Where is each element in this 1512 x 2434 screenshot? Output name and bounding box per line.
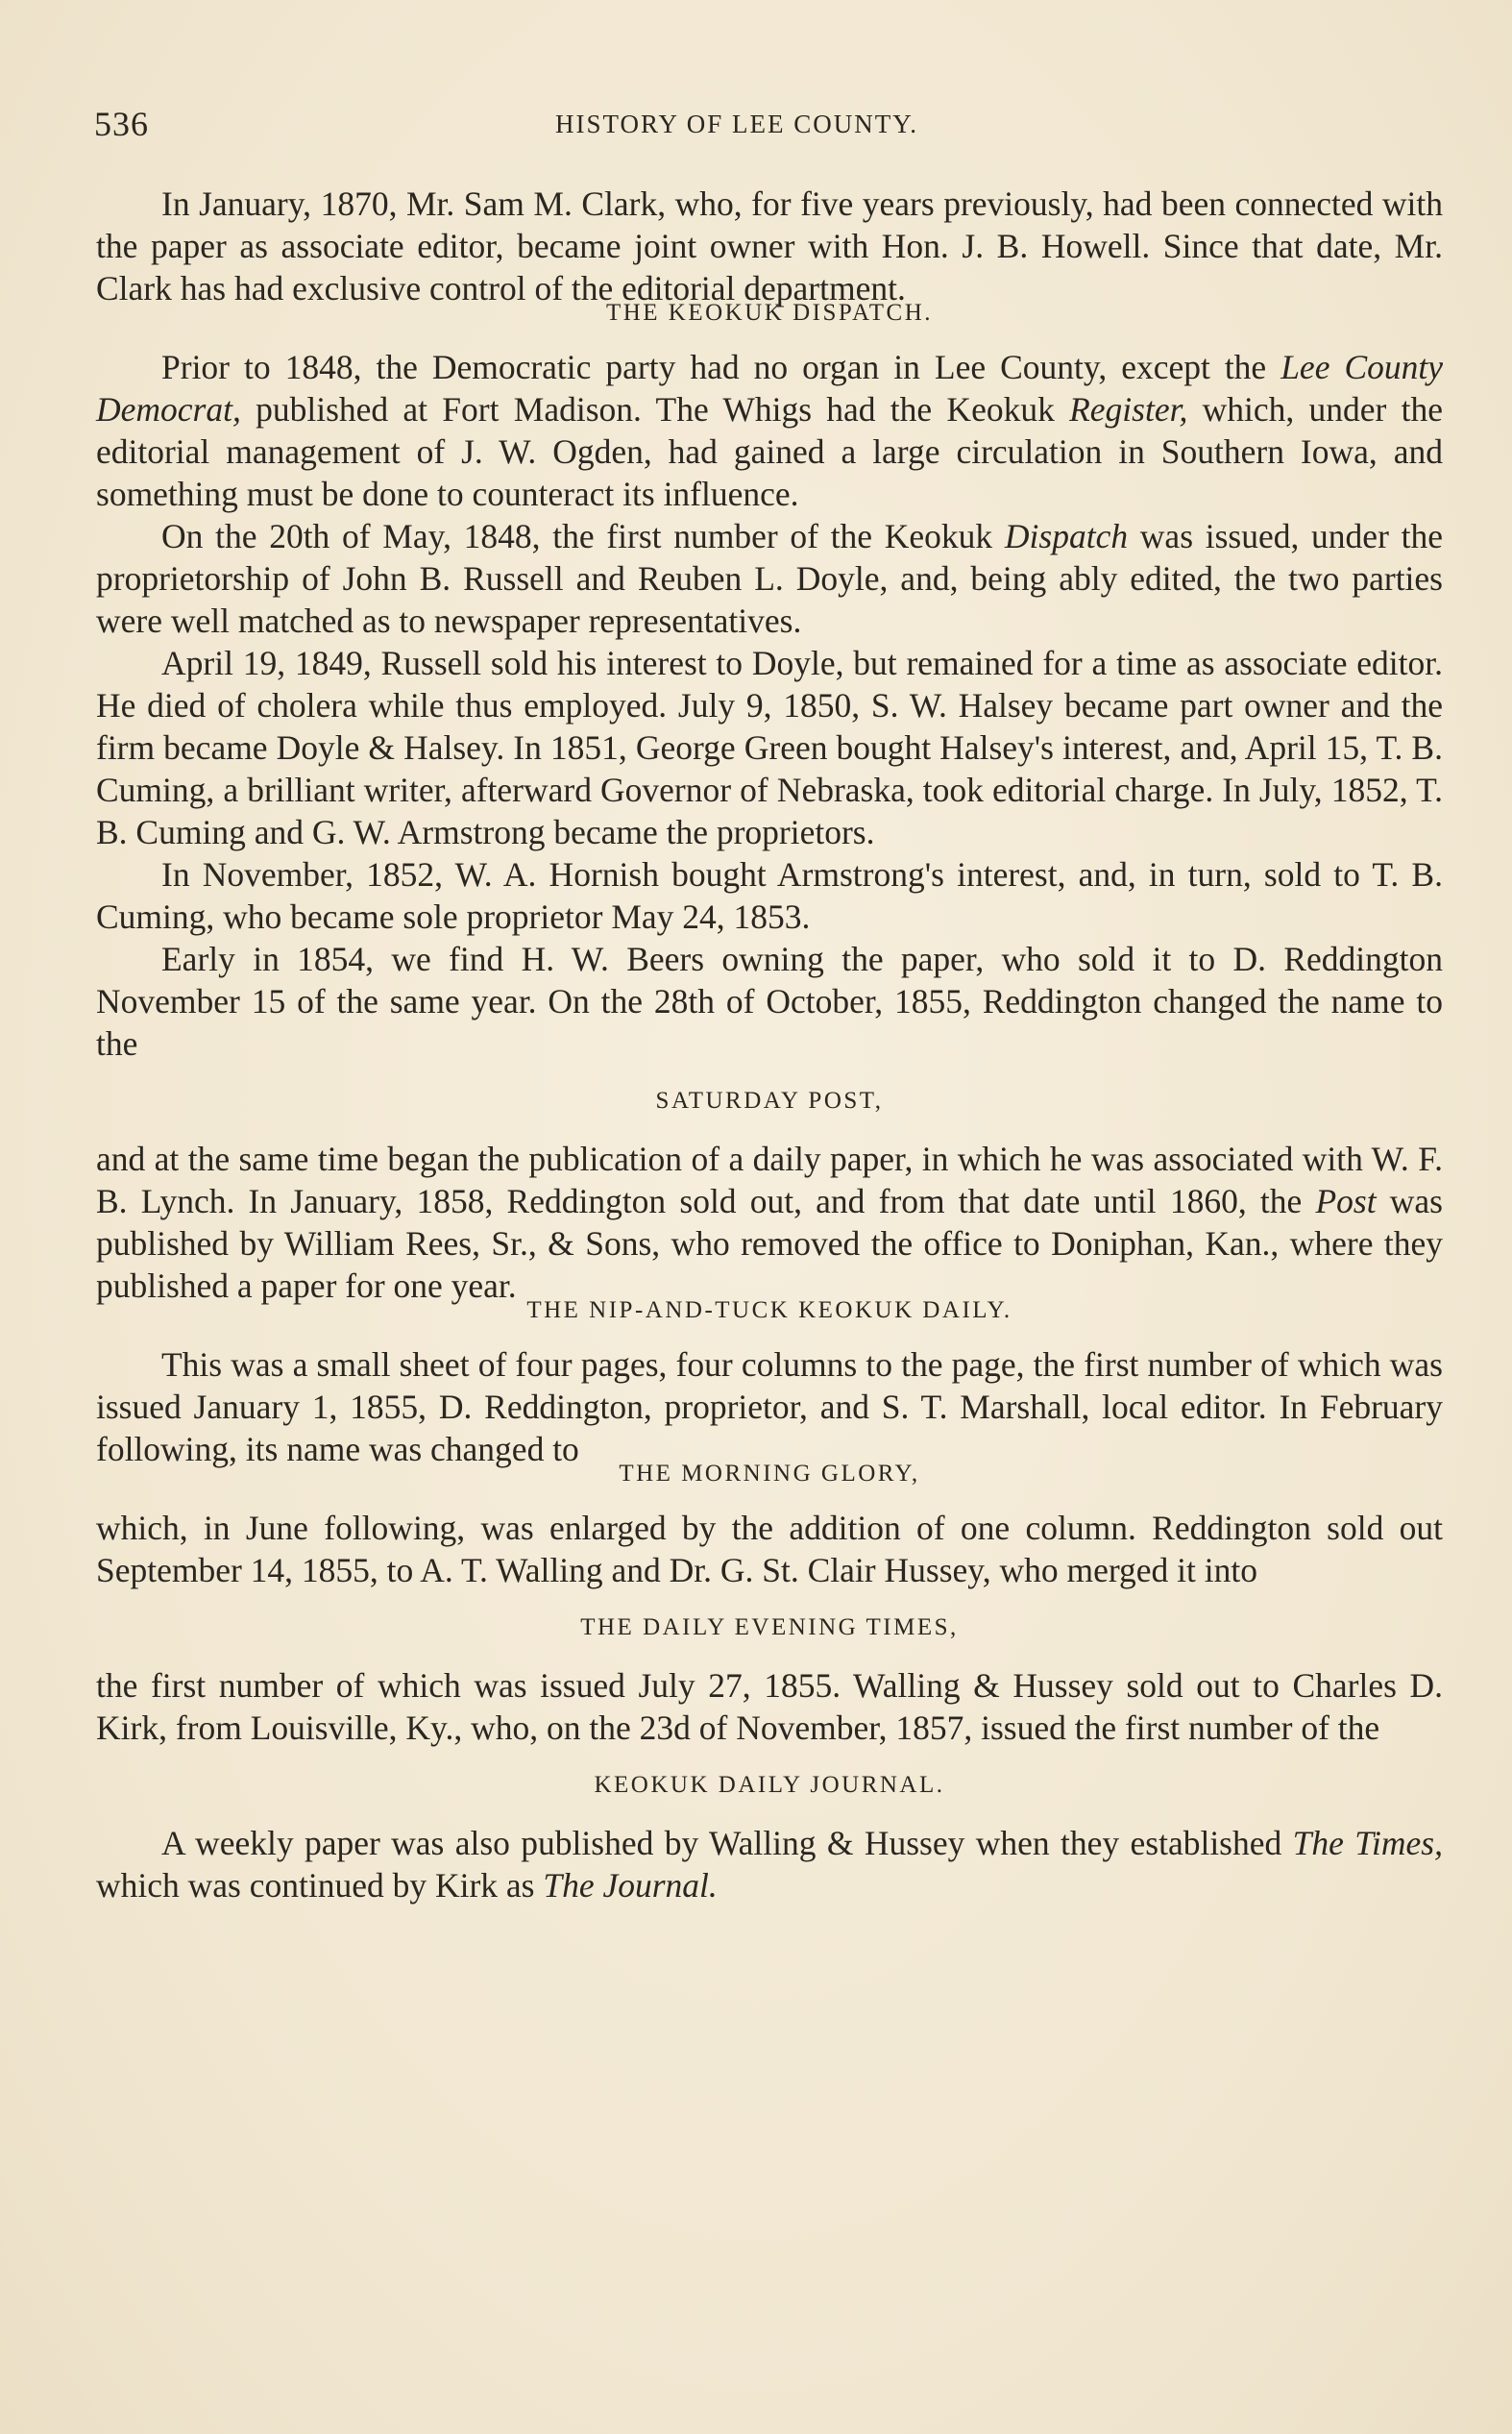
newspaper-title: The Times,	[1292, 1824, 1443, 1862]
paragraph: April 19, 1849, Russell sold his interest to Doyle, but remained for a time as associate editor. He died of cholera while thus employed. July 9, 1850, S. W. Halsey became part owner and the firm became Doyle & Halsey. In 1851, George Green bought Halsey's interest, and, April 15, T. B. Cuming, a brilliant writer, afterward Governor of Nebraska, took editorial charge. In July, 1852, T. B. Cuming and G. W. Armstrong became the proprietors.	[96, 644, 1443, 851]
newspaper-title: Post	[1315, 1182, 1377, 1220]
paragraph: In January, 1870, Mr. Sam M. Clark, who, for five years previously, had been connected with the paper as associate editor, became joint owner with Hon. J. B. Howell. Since that date, Mr. Clark has had exclusive control of the editorial department.	[96, 184, 1443, 307]
section-heading: SATURDAY POST,	[655, 1088, 884, 1114]
page-number: 536	[94, 105, 149, 143]
section-heading: THE NIP-AND-TUCK KEOKUK DAILY.	[526, 1297, 1012, 1323]
newspaper-title: The Journal.	[543, 1866, 718, 1905]
body-text	[96, 183, 1443, 1906]
paragraph: This was a small sheet of four pages, four columns to the page, the first number of which was issued January 1, 1855, D. Reddington, proprietor, and S. T. Marshall, local editor. In February following, its name was changed to	[96, 1345, 1443, 1468]
newspaper-title: Register,	[1069, 390, 1188, 429]
paragraph: and at the same time began the publication of a daily paper, in which he was associated with W. F. B. Lynch. In January, 1858, Reddington sold out, and from that date until 1860, the Post was published by William Rees, Sr., & Sons, who removed the office to Doniphan, Kan., where they published a paper for one year.	[96, 1140, 1443, 1305]
section-heading: KEOKUK DAILY JOURNAL.	[594, 1772, 945, 1798]
section-heading: THE DAILY EVENING TIMES,	[580, 1614, 959, 1640]
paragraph: Prior to 1848, the Democratic party had no organ in Lee County, except the Lee County Democrat, published at Fort Madison. The Whigs had the Keokuk Register, which, under the editorial management of J. W. Ogden, had gained a large circulation in Southern Iowa, and something must be done to counteract its influence.	[96, 348, 1443, 513]
page-header	[94, 104, 1439, 152]
paragraph: In November, 1852, W. A. Hornish bought Armstrong's interest, and, in turn, sold to T. B. Cuming, who became sole proprietor May 24, 1853.	[96, 855, 1443, 936]
paragraph: the first number of which was issued July 27, 1855. Walling & Hussey sold out to Charles D. Kirk, from Louisville, Ky., who, on the 23d of November, 1857, issued the first number of the	[96, 1666, 1443, 1747]
newspaper-title: Dispatch	[1004, 517, 1129, 555]
paragraph: Early in 1854, we find H. W. Beers owning the paper, who sold it to D. Reddington November 15 of the same year. On the 28th of October, 1855, Reddington changed the name to the	[96, 940, 1443, 1063]
newspaper-title: Lee County Democrat,	[96, 348, 1443, 429]
section-heading: THE KEOKUK DISPATCH.	[605, 300, 934, 326]
running-title: HISTORY OF LEE COUNTY.	[555, 110, 919, 138]
paragraph: which, in June following, was enlarged by the addition of one column. Reddington sold out September 14, 1855, to A. T. Walling and Dr. G. St. Clair Hussey, who merged it into	[96, 1509, 1443, 1589]
section-heading: THE MORNING GLORY,	[619, 1461, 920, 1487]
paragraph: On the 20th of May, 1848, the first number of the Keokuk Dispatch was issued, under the proprietorship of John B. Russell and Reuben L. Doyle, and, being ably edited, the two parties were well matched as to newspaper representatives.	[96, 517, 1443, 640]
paragraph: A weekly paper was also published by Walling & Hussey when they established The Times, which was continued by Kirk as The Journal.	[96, 1824, 1443, 1905]
